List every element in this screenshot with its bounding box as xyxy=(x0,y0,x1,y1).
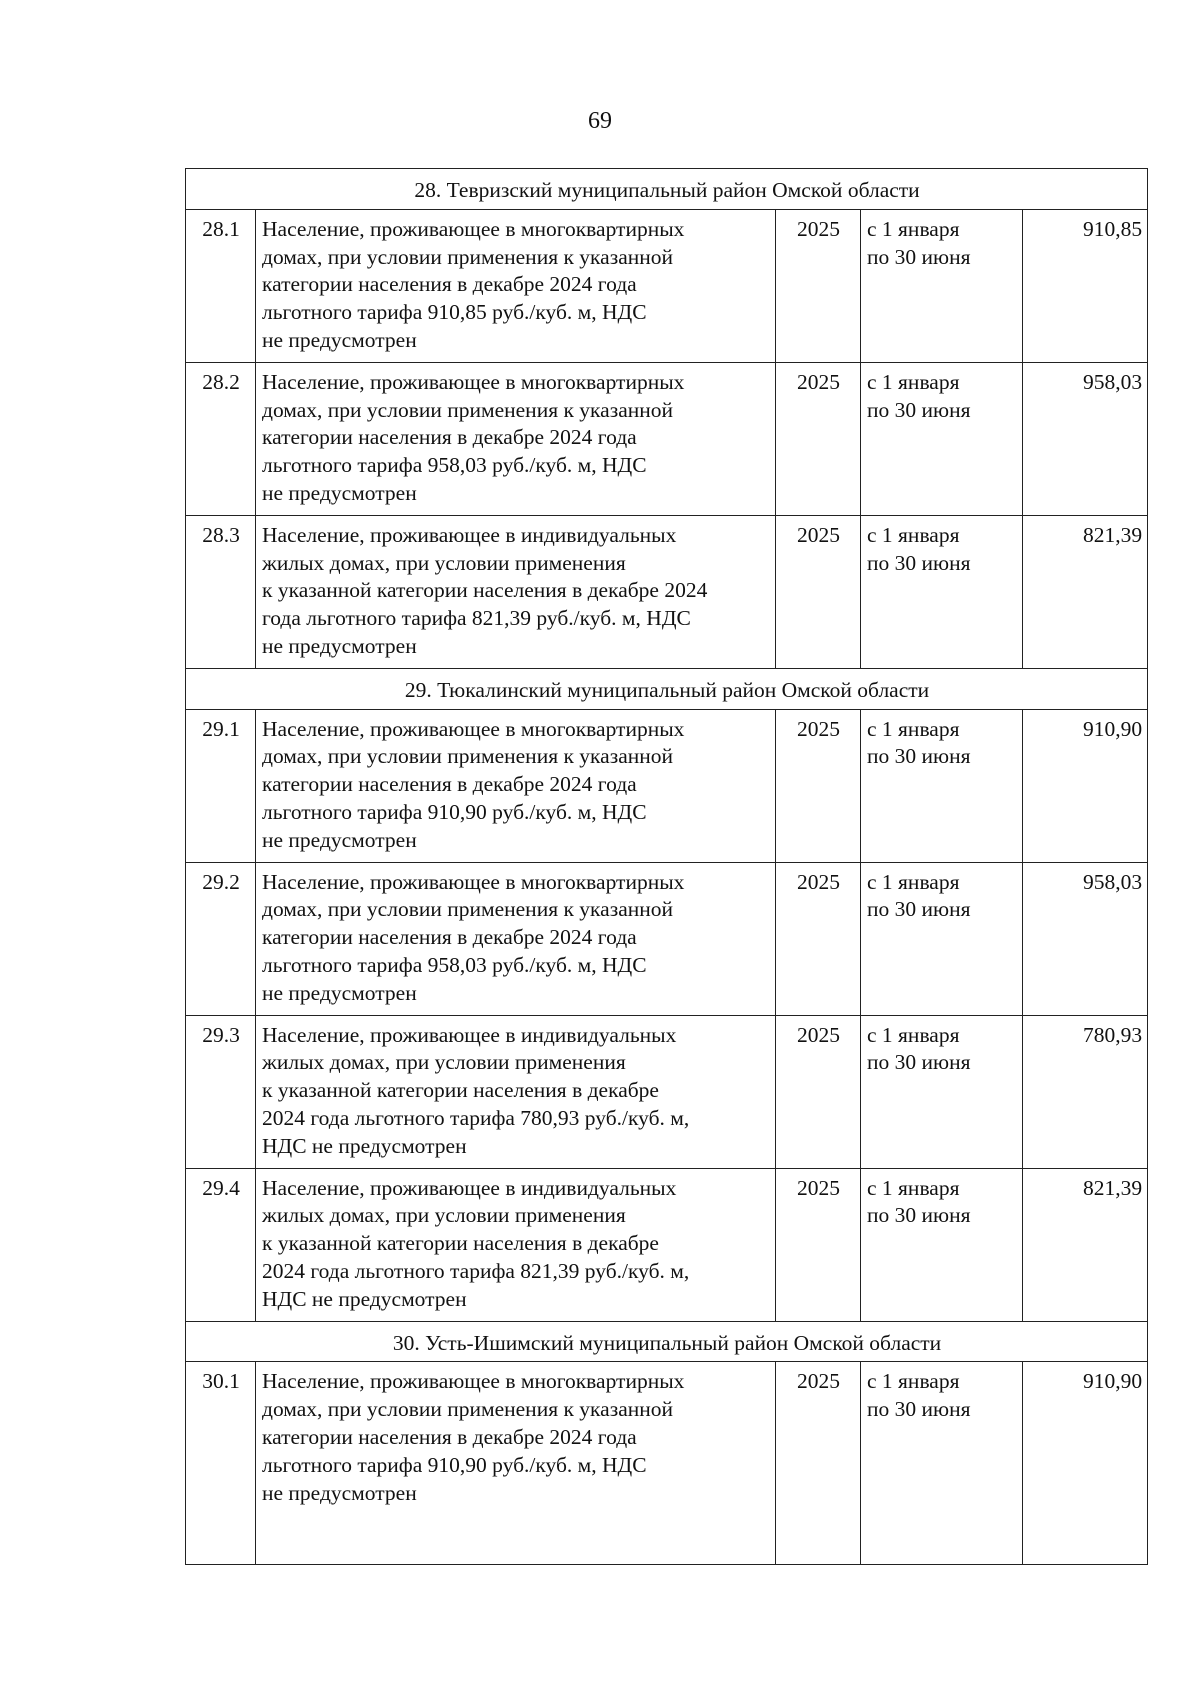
row-description xyxy=(256,862,776,1015)
description-line: домах, при условии применения к указанной xyxy=(262,244,673,269)
period-line: с 1 января xyxy=(867,716,960,741)
description-line: жилых домах, при условии применения xyxy=(262,1050,626,1075)
section-header-row xyxy=(186,1321,1148,1362)
period-line: по 30 июня xyxy=(867,397,971,422)
row-description xyxy=(256,209,776,362)
description-line: категории населения в декабре 2024 года xyxy=(262,425,637,450)
table-row xyxy=(186,1168,1148,1321)
description-line: Население, проживающее в многоквартирных xyxy=(262,369,685,394)
description-line: категории населения в декабре 2024 года xyxy=(262,272,637,297)
row-period xyxy=(861,362,1023,515)
period-line: с 1 января xyxy=(867,1022,960,1047)
row-description xyxy=(256,1015,776,1168)
row-number: 28.3 xyxy=(186,515,256,668)
tariff-table xyxy=(185,168,1148,1565)
row-year: 2025 xyxy=(776,1015,861,1168)
description-line: не предусмотрен xyxy=(262,980,417,1005)
row-year: 2025 xyxy=(776,362,861,515)
table-row xyxy=(186,209,1148,362)
section-header-row xyxy=(186,668,1148,709)
description-line: льготного тарифа 958,03 руб./куб. м, НДС xyxy=(262,952,647,977)
period-line: с 1 января xyxy=(867,869,960,894)
row-number: 29.4 xyxy=(186,1168,256,1321)
period-line: с 1 января xyxy=(867,1175,960,1200)
row-number: 28.2 xyxy=(186,362,256,515)
row-number: 30.1 xyxy=(186,1362,256,1565)
table-row xyxy=(186,1362,1148,1565)
period-line: с 1 января xyxy=(867,369,960,394)
description-line: домах, при условии применения к указанной xyxy=(262,744,673,769)
row-description xyxy=(256,1362,776,1565)
row-year: 2025 xyxy=(776,1362,861,1565)
row-description xyxy=(256,362,776,515)
row-period xyxy=(861,1168,1023,1321)
description-line: Население, проживающее в индивидуальных xyxy=(262,1022,677,1047)
row-period xyxy=(861,862,1023,1015)
row-period xyxy=(861,709,1023,862)
row-year: 2025 xyxy=(776,515,861,668)
table-row xyxy=(186,515,1148,668)
period-line: по 30 июня xyxy=(867,1050,971,1075)
row-price: 910,85 xyxy=(1023,209,1148,362)
row-number: 28.1 xyxy=(186,209,256,362)
description-line: домах, при условии применения к указанной xyxy=(262,897,673,922)
description-line: Население, проживающее в индивидуальных xyxy=(262,522,677,547)
period-line: по 30 июня xyxy=(867,550,971,575)
description-line: категории населения в декабре 2024 года xyxy=(262,1424,637,1449)
tariff-table-body xyxy=(186,169,1148,1565)
section-title: 29. Тюкалинский муниципальный район Омской области xyxy=(186,668,1148,709)
row-price: 958,03 xyxy=(1023,862,1148,1015)
description-line: не предусмотрен xyxy=(262,480,417,505)
row-price: 910,90 xyxy=(1023,1362,1148,1565)
row-period xyxy=(861,515,1023,668)
row-period xyxy=(861,209,1023,362)
table-row xyxy=(186,709,1148,862)
description-line: Население, проживающее в многоквартирных xyxy=(262,716,685,741)
row-price: 821,39 xyxy=(1023,1168,1148,1321)
period-line: с 1 января xyxy=(867,216,960,241)
row-price: 910,90 xyxy=(1023,709,1148,862)
period-line: с 1 января xyxy=(867,522,960,547)
description-line: года льготного тарифа 821,39 руб./куб. м, НДС xyxy=(262,606,691,631)
period-line: с 1 января xyxy=(867,1369,960,1394)
description-line: к указанной категории населения в декабре xyxy=(262,1231,659,1256)
period-line: по 30 июня xyxy=(867,244,971,269)
row-number: 29.1 xyxy=(186,709,256,862)
description-line: 2024 года льготного тарифа 821,39 руб./куб. м, xyxy=(262,1258,690,1283)
description-line: не предусмотрен xyxy=(262,827,417,852)
description-line: домах, при условии применения к указанной xyxy=(262,397,673,422)
row-year: 2025 xyxy=(776,209,861,362)
row-period xyxy=(861,1362,1023,1565)
row-price: 780,93 xyxy=(1023,1015,1148,1168)
description-line: льготного тарифа 910,85 руб./куб. м, НДС xyxy=(262,300,647,325)
row-number: 29.2 xyxy=(186,862,256,1015)
description-line: не предусмотрен xyxy=(262,1480,417,1505)
description-line: категории населения в декабре 2024 года xyxy=(262,925,637,950)
section-title: 30. Усть-Ишимский муниципальный район Омской области xyxy=(186,1321,1148,1362)
description-line: Население, проживающее в индивидуальных xyxy=(262,1175,677,1200)
period-line: по 30 июня xyxy=(867,897,971,922)
description-line: жилых домах, при условии применения xyxy=(262,1203,626,1228)
description-line: Население, проживающее в многоквартирных xyxy=(262,869,685,894)
table-row xyxy=(186,362,1148,515)
row-number: 29.3 xyxy=(186,1015,256,1168)
description-line: домах, при условии применения к указанной xyxy=(262,1397,673,1422)
period-line: по 30 июня xyxy=(867,1203,971,1228)
section-title: 28. Тевризский муниципальный район Омской области xyxy=(186,169,1148,210)
description-line: 2024 года льготного тарифа 780,93 руб./куб. м, xyxy=(262,1105,690,1130)
description-line: льготного тарифа 958,03 руб./куб. м, НДС xyxy=(262,453,647,478)
row-description xyxy=(256,515,776,668)
row-price: 821,39 xyxy=(1023,515,1148,668)
page-number: 69 xyxy=(588,108,612,134)
description-line: к указанной категории населения в декабре 2024 xyxy=(262,578,708,603)
description-line: не предусмотрен xyxy=(262,633,417,658)
row-price: 958,03 xyxy=(1023,362,1148,515)
description-line: категории населения в декабре 2024 года xyxy=(262,772,637,797)
description-line: НДС не предусмотрен xyxy=(262,1133,467,1158)
description-line: Население, проживающее в многоквартирных xyxy=(262,1369,685,1394)
row-year: 2025 xyxy=(776,862,861,1015)
description-line: жилых домах, при условии применения xyxy=(262,550,626,575)
description-line: льготного тарифа 910,90 руб./куб. м, НДС xyxy=(262,799,647,824)
row-description xyxy=(256,1168,776,1321)
description-line: Население, проживающее в многоквартирных xyxy=(262,216,685,241)
row-period xyxy=(861,1015,1023,1168)
description-line: не предусмотрен xyxy=(262,327,417,352)
row-year: 2025 xyxy=(776,1168,861,1321)
row-description xyxy=(256,709,776,862)
row-year: 2025 xyxy=(776,709,861,862)
table-row xyxy=(186,1015,1148,1168)
description-line: льготного тарифа 910,90 руб./куб. м, НДС xyxy=(262,1452,647,1477)
period-line: по 30 июня xyxy=(867,1397,971,1422)
description-line: к указанной категории населения в декабре xyxy=(262,1078,659,1103)
period-line: по 30 июня xyxy=(867,744,971,769)
table-row xyxy=(186,862,1148,1015)
description-line: НДС не предусмотрен xyxy=(262,1286,467,1311)
section-header-row xyxy=(186,169,1148,210)
